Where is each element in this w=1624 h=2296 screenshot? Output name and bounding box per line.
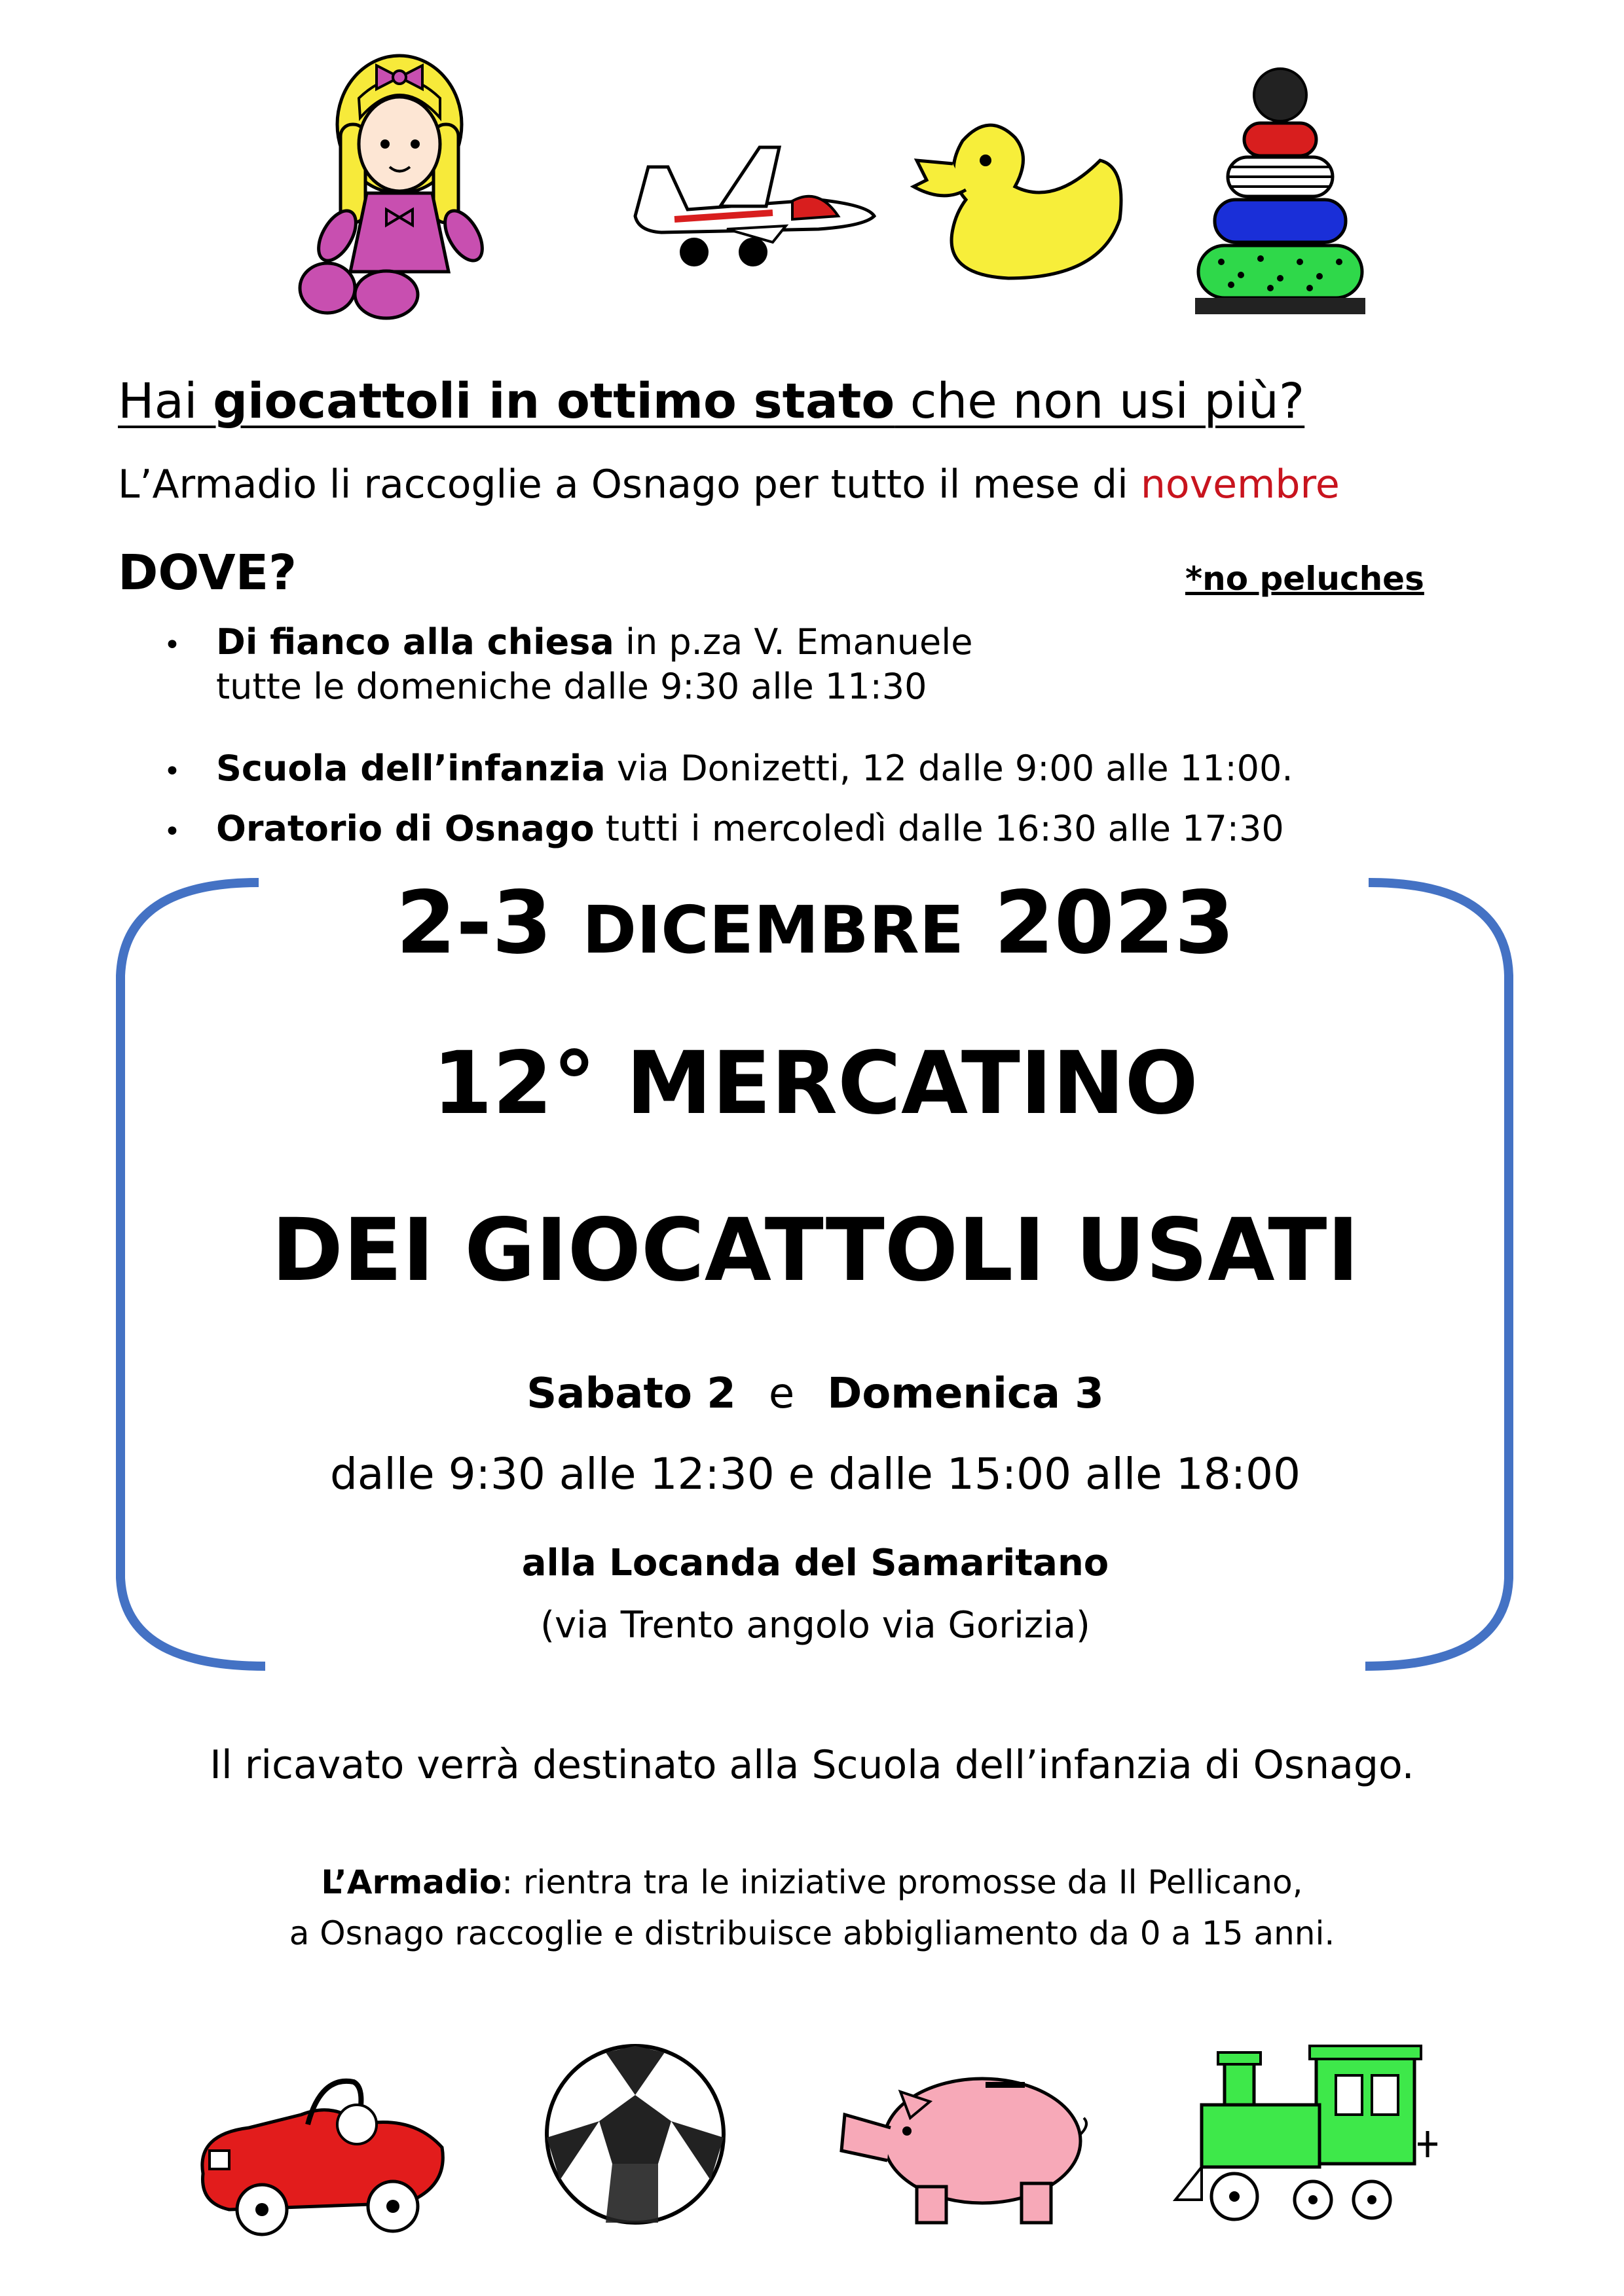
doll-icon <box>288 46 511 321</box>
event-days-separator: e <box>768 1370 795 1418</box>
event-date-days: 2-3 <box>396 873 583 974</box>
event-date <box>111 871 1519 983</box>
bullet-glyph: • <box>164 755 181 788</box>
collection-month: novembre <box>1140 462 1340 507</box>
armadio-name: L’Armadio <box>321 1863 502 1901</box>
proceeds-note: Il ricavato verrà destinato alla Scuola dell’infanzia di Osnago. <box>210 1742 1414 1788</box>
no-plush-note: *no peluches <box>1185 560 1424 598</box>
collection-info <box>118 458 1526 511</box>
location-detail: tutti i mercoledì dalle 16:30 alle 17:30 <box>594 808 1284 849</box>
armadio-description <box>0 1859 1624 1905</box>
location-item <box>216 619 972 666</box>
where-heading: DOVE? <box>118 545 297 601</box>
event-hours: dalle 9:30 alle 12:30 e dalle 15:00 alle 18:00 <box>330 1449 1301 1499</box>
piggy-bank-icon <box>832 2062 1094 2232</box>
stacking-rings-icon <box>1182 65 1378 321</box>
event-date-month: DICEMBRE <box>582 892 965 968</box>
question-prefix: Hai <box>118 373 213 429</box>
event-title-line2: DEI GIOCATTOLI USATI <box>271 1200 1359 1301</box>
location-detail: in p.za V. Emanuele <box>614 621 973 663</box>
toy-car-icon <box>190 2062 452 2252</box>
question-suffix: che non usi più? <box>895 373 1305 429</box>
armadio-text: : rientra tra le iniziative promosse da Il Pellicano, <box>502 1863 1303 1901</box>
soccer-ball-icon <box>540 2033 730 2236</box>
location-detail: via Donizetti, 12 dalle 9:00 alle 11:00. <box>605 748 1293 789</box>
bullet-glyph: • <box>164 815 181 848</box>
location-item <box>216 745 1293 792</box>
event-venue: alla Locanda del Samaritano <box>521 1542 1109 1584</box>
event-days <box>111 1365 1519 1423</box>
collection-text: L’Armadio li raccoglie a Osnago per tutto il mese di <box>118 462 1141 507</box>
event-day1: Sabato 2 <box>526 1370 736 1418</box>
event-day2: Domenica 3 <box>827 1370 1104 1418</box>
event-address: (via Trento angolo via Gorizia) <box>540 1604 1090 1647</box>
location-name: Scuola dell’infanzia <box>216 748 606 789</box>
airplane-icon <box>622 128 877 275</box>
event-date-year: 2023 <box>964 873 1235 974</box>
location-name: Oratorio di Osnago <box>216 808 595 849</box>
question-bold: giocattoli in ottimo stato <box>213 373 895 429</box>
event-title-line1: 12° MERCATINO <box>432 1033 1198 1134</box>
intro-question <box>118 370 1506 433</box>
location-item <box>216 805 1284 852</box>
duck-icon <box>904 115 1133 288</box>
location-name: Di fianco alla chiesa <box>216 621 614 663</box>
armadio-description-line2: a Osnago raccoglie e distribuisce abbigliamento da 0 a 15 anni. <box>289 1914 1335 1952</box>
location-schedule: tutte le domeniche dalle 9:30 alle 11:30 <box>216 666 927 707</box>
toy-train-icon <box>1162 2033 1444 2242</box>
bullet-glyph: • <box>164 629 181 662</box>
